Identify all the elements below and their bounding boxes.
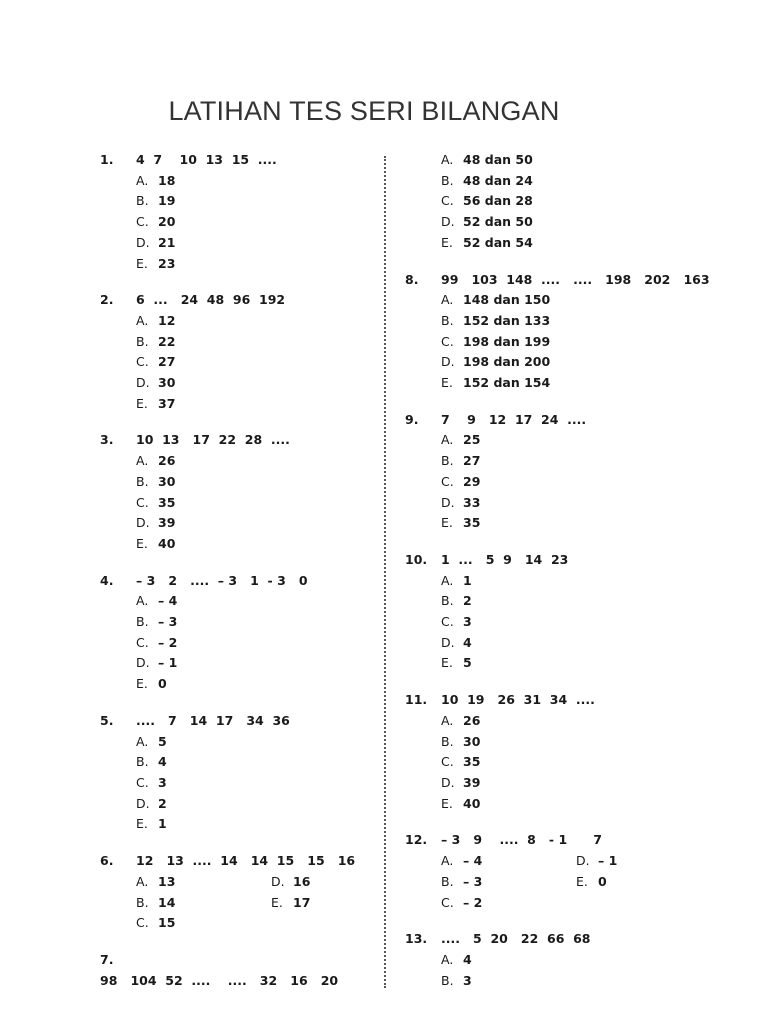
option-b: B. 27 <box>441 453 481 469</box>
question-number: 7. <box>100 951 114 967</box>
question-sequence: – 3 9 .... 8 - 1 7 <box>441 832 602 848</box>
option-a: A. 148 dan 150 <box>441 292 551 308</box>
question-number: 12. <box>405 832 428 848</box>
question-12 <box>405 830 735 913</box>
option-e: E. 23 <box>136 255 176 271</box>
option-b: B. 3 <box>441 972 472 988</box>
options <box>100 451 370 555</box>
question-3 <box>100 430 370 554</box>
option-d: D. 30 <box>136 375 176 391</box>
option-b: B. 2 <box>441 593 472 609</box>
option-e: E. 17 <box>271 894 311 910</box>
option-c: C. 198 dan 199 <box>441 333 551 349</box>
option-b: B. 30 <box>441 733 481 749</box>
option-e: E. 1 <box>136 816 167 832</box>
option-a: A. 13 <box>136 873 176 889</box>
question-sequence: 99 103 148 .... .... 198 202 163 <box>441 271 710 287</box>
page-title: LATIHAN TES SERI BILANGAN <box>168 96 560 126</box>
option-b: B. 19 <box>136 193 176 209</box>
option-d: D. 52 dan 50 <box>441 214 533 230</box>
option-b: B. – 3 <box>441 873 483 889</box>
option-c: C. 56 dan 28 <box>441 193 533 209</box>
question-6 <box>100 851 370 934</box>
options <box>100 171 370 275</box>
option-e: E. 35 <box>441 515 481 531</box>
question-5 <box>100 711 370 835</box>
option-c: C. 35 <box>441 754 481 770</box>
option-e: E. 152 dan 154 <box>441 375 551 391</box>
question-11 <box>405 690 735 814</box>
question-sequence: .... 7 14 17 34 36 <box>136 712 290 728</box>
question-sequence: 7 9 12 17 24 .... <box>441 411 587 427</box>
options <box>100 591 370 695</box>
option-e: E. 40 <box>136 535 176 551</box>
option-e: E. 5 <box>441 655 472 671</box>
question-1 <box>100 150 370 274</box>
option-a: A. 25 <box>441 432 481 448</box>
question-number: 3. <box>100 432 114 448</box>
options <box>100 872 370 934</box>
question-2 <box>100 290 370 414</box>
option-e: E. 52 dan 54 <box>441 234 533 250</box>
question-7-options <box>405 150 735 254</box>
option-a: A. 48 dan 50 <box>441 152 533 167</box>
option-c: C. 20 <box>136 214 176 230</box>
option-d: D. 198 dan 200 <box>441 354 551 370</box>
question-number: 5. <box>100 712 114 728</box>
question-sequence: 10 19 26 31 34 .... <box>441 692 595 708</box>
question-sequence: 4 7 10 13 15 .... <box>136 152 277 167</box>
option-a: A. 12 <box>136 312 176 328</box>
question-7 <box>100 950 370 991</box>
options <box>405 851 735 913</box>
option-d: D. 2 <box>136 795 167 811</box>
option-b: B. 152 dan 133 <box>441 312 551 328</box>
options <box>405 290 735 394</box>
question-sequence: 12 13 .... 14 14 15 15 16 <box>136 853 356 869</box>
option-d: D. 4 <box>441 634 472 650</box>
option-c: C. 27 <box>136 354 176 370</box>
option-b: B. – 3 <box>136 614 178 630</box>
question-sequence: 6 ... 24 48 96 192 <box>136 292 286 308</box>
question-number: 8. <box>405 271 419 287</box>
options <box>405 711 735 815</box>
options <box>100 311 370 415</box>
option-a: A. 1 <box>441 572 472 588</box>
option-a: A. 4 <box>441 951 472 967</box>
question-number: 9. <box>405 411 419 427</box>
left-column <box>100 150 370 991</box>
option-c: C. 35 <box>136 494 176 510</box>
question-number: 11. <box>405 692 428 708</box>
question-sequence: .... 5 20 22 66 68 <box>441 931 591 947</box>
option-b: B. 48 dan 24 <box>441 172 533 188</box>
question-10 <box>405 550 735 674</box>
option-e: E. 0 <box>136 676 167 692</box>
option-a: A. – 4 <box>136 593 178 609</box>
question-sequence: 1 ... 5 9 14 23 <box>441 551 569 567</box>
option-c: C. – 2 <box>441 894 483 910</box>
option-c: C. 3 <box>441 614 472 630</box>
question-sequence: 10 13 17 22 28 .... <box>136 432 290 448</box>
option-e: E. 37 <box>136 395 176 411</box>
option-a: A. 5 <box>136 733 167 749</box>
option-d: D. – 1 <box>136 655 178 671</box>
option-d: D. 16 <box>271 873 311 889</box>
question-13 <box>405 929 735 991</box>
options <box>405 950 735 991</box>
option-a: A. – 4 <box>441 853 483 869</box>
option-d: D. – 1 <box>576 853 618 869</box>
option-c: C. 3 <box>136 774 167 790</box>
option-c: C. 15 <box>136 915 176 931</box>
right-column <box>405 150 735 991</box>
question-9 <box>405 410 735 534</box>
options <box>100 732 370 836</box>
option-a: A. 18 <box>136 172 176 188</box>
option-b: B. 30 <box>136 473 176 489</box>
options <box>405 571 735 675</box>
question-number: 13. <box>405 931 428 947</box>
option-b: B. 4 <box>136 754 167 770</box>
option-e: E. 0 <box>576 873 607 889</box>
option-b: B. 22 <box>136 333 176 349</box>
question-sequence: 98 104 52 .... .... 32 16 20 <box>100 972 339 988</box>
column-divider <box>384 156 386 988</box>
question-number: 10. <box>405 551 428 567</box>
option-c: C. – 2 <box>136 634 178 650</box>
option-c: C. 29 <box>441 473 481 489</box>
question-8 <box>405 270 735 394</box>
option-e: E. 40 <box>441 795 481 811</box>
question-number: 2. <box>100 292 114 308</box>
option-d: D. 39 <box>136 515 176 531</box>
option-d: D. 33 <box>441 494 481 510</box>
question-number: 1. <box>100 152 114 167</box>
option-d: D. 39 <box>441 774 481 790</box>
question-number: 6. <box>100 853 114 869</box>
option-a: A. 26 <box>441 712 481 728</box>
option-b: B. 14 <box>136 894 176 910</box>
question-4 <box>100 571 370 695</box>
options <box>405 430 735 534</box>
option-a: A. 26 <box>136 453 176 469</box>
question-number: 4. <box>100 572 114 588</box>
question-sequence: – 3 2 .... – 3 1 - 3 0 <box>136 572 308 588</box>
option-d: D. 21 <box>136 234 176 250</box>
